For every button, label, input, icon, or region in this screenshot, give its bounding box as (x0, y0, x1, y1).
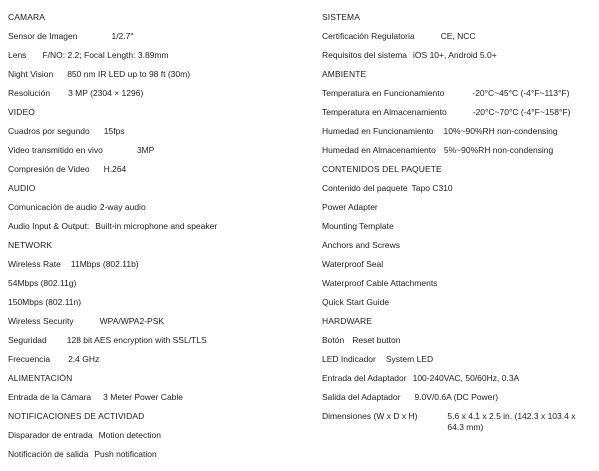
spec-row (322, 179, 592, 198)
spec-row (322, 27, 592, 46)
spec-row (8, 312, 308, 331)
spec-value: -20°C~70°C (-4°F~158°F) (472, 107, 571, 118)
spec-row (322, 388, 592, 407)
spec-value: 3 MP (2304 × 1296) (68, 88, 144, 99)
section-header-sistema: SISTEMA (322, 12, 361, 23)
spec-value: 100-240VAC, 50/60Hz, 0.3A (412, 373, 520, 384)
spec-label: Mounting Template (322, 221, 394, 232)
spec-label: Wireless Security (8, 316, 74, 327)
spec-value: 5.6 x 4.1 x 2.5 in. (142.3 x 103.4 x 64.3 mm) (447, 411, 576, 432)
section-header-notificaciones-de-actividad: NOTIFICACIONES DE ACTIVIDAD (8, 411, 145, 422)
spec-row (8, 65, 308, 84)
spec-value: System LED (385, 354, 434, 365)
spec-value: 1/2.7" (111, 31, 134, 42)
spec-value: 3MP (136, 145, 155, 156)
spec-row (8, 274, 308, 293)
spec-row (322, 369, 592, 388)
spec-value: H.264 (103, 164, 127, 175)
spec-label: Waterproof Seal (322, 259, 384, 270)
spec-row (8, 331, 308, 350)
spec-label: Waterproof Cable Attachments (322, 278, 438, 289)
section-header-camara: CAMARA (8, 12, 45, 23)
spec-value: 5%~90%RH non-condensing (443, 145, 554, 156)
section-header-ambiente: AMBIENTE (322, 69, 367, 80)
spec-value: 850 nm IR LED up to 98 ft (30m) (67, 69, 191, 80)
spec-value: 3 Meter Power Cable (103, 392, 184, 403)
spec-label: Cuadros por segundo (8, 126, 90, 137)
spec-label: Video transmitido en vivo (8, 145, 103, 156)
spec-value: 15fps (103, 126, 125, 137)
spec-label: Disparador de entrada (8, 430, 93, 441)
spec-value: 2.4 GHz (68, 354, 100, 365)
spec-label: 54Mbps (802.11g) (8, 278, 77, 289)
spec-row (8, 27, 308, 46)
spec-row (8, 445, 308, 464)
spec-label: Contenido del paquete (322, 183, 408, 194)
spec-label: Lens (8, 50, 27, 61)
spec-row (322, 331, 592, 350)
spec-row (8, 122, 308, 141)
spec-value: 10%~90%RH non-condensing (443, 126, 558, 137)
spec-label: Night Vision (8, 69, 54, 80)
spec-row (322, 198, 592, 217)
spec-row (322, 103, 592, 122)
spec-label: Compresión de Video (8, 164, 90, 175)
spec-row (8, 160, 308, 179)
spec-row (322, 293, 592, 312)
spec-row (8, 350, 308, 369)
spec-row (8, 255, 308, 274)
spec-label: Humedad en Funcionamiento (322, 126, 434, 137)
spec-value: 128 bit AES encryption with SSL/TLS (66, 335, 207, 346)
spec-value: 11Mbps (802.11b) (70, 259, 139, 270)
spec-row (8, 388, 308, 407)
spec-label: Temperatura en Almacenamiento (322, 107, 447, 118)
spec-row (322, 84, 592, 103)
spec-label: Seguridad (8, 335, 47, 346)
spec-label: Power Adapter (322, 202, 378, 213)
spec-label: Entrada de la Cámara (8, 392, 92, 403)
spec-value: 9.0V/0.6A (DC Power) (414, 392, 499, 403)
spec-label: Resolución (8, 88, 51, 99)
spec-value: Tapo C310 (411, 183, 453, 194)
spec-label: Frecuencia (8, 354, 51, 365)
spec-row (8, 84, 308, 103)
spec-value: Motion detection (98, 430, 161, 441)
spec-row (8, 46, 308, 65)
spec-value: WPA/WPA2-PSK (99, 316, 165, 327)
section-header-contenidos-del-paquete: CONTENIDOS DEL PAQUETE (322, 164, 442, 175)
spec-value: Push notification (94, 449, 157, 460)
spec-label: Requisitos del sistema (322, 50, 408, 61)
section-header-alimentacion: ALIMENTACIÓN (8, 373, 73, 384)
spec-column-right (322, 8, 592, 435)
spec-label: Quick Start Guide (322, 297, 390, 308)
section-header-audio: AUDIO (8, 183, 36, 194)
spec-label: Notificación de salida (8, 449, 89, 460)
spec-row (322, 274, 592, 293)
spec-value: F/NO: 2.2; Focal Length: 3.89mm (42, 50, 169, 61)
spec-value: Reset button (352, 335, 401, 346)
spec-row (8, 426, 308, 445)
spec-label: Humedad en Almacenamiento (322, 145, 436, 156)
spec-row (322, 407, 592, 435)
spec-row (8, 198, 308, 217)
spec-label: Comunicación de audio (8, 202, 97, 213)
spec-value: CE, NCC (440, 31, 476, 42)
spec-label: Certificación Regulatoria (322, 31, 415, 42)
spec-label: Entrada del Adaptador (322, 373, 407, 384)
spec-row (322, 122, 592, 141)
spec-column-left (8, 8, 308, 464)
spec-label: 150Mbps (802.11n) (8, 297, 82, 308)
section-header-video: VIDEO (8, 107, 35, 118)
spec-label: Temperatura en Funcionamiento (322, 88, 445, 99)
spec-label: Wireless Rate (8, 259, 61, 270)
section-header-hardware: HARDWARE (322, 316, 373, 327)
spec-row (322, 46, 592, 65)
spec-row (8, 293, 308, 312)
spec-label: Sensor de Imagen (8, 31, 78, 42)
spec-row (322, 350, 592, 369)
spec-label: Anchors and Screws (322, 240, 400, 251)
spec-value: 2-way audio (99, 202, 146, 213)
spec-label: Dimensiones (W x D x H) (322, 411, 418, 421)
spec-row (322, 141, 592, 160)
spec-label: Audio Input & Output: (8, 221, 90, 232)
spec-row (8, 217, 308, 236)
spec-label: Botón (322, 335, 345, 346)
spec-value: -20°C~45°C (-4°F~113°F) (472, 88, 570, 99)
spec-row (322, 236, 592, 255)
spec-row (8, 141, 308, 160)
spec-row (322, 217, 592, 236)
spec-value: Built-in microphone and speaker (95, 221, 218, 232)
spec-row (322, 255, 592, 274)
spec-value: iOS 10+, Android 5.0+ (413, 50, 497, 61)
spec-label: LED Indicador (322, 354, 376, 365)
section-header-network: NETWORK (8, 240, 53, 251)
spec-label: Salida del Adaptador (322, 392, 401, 403)
